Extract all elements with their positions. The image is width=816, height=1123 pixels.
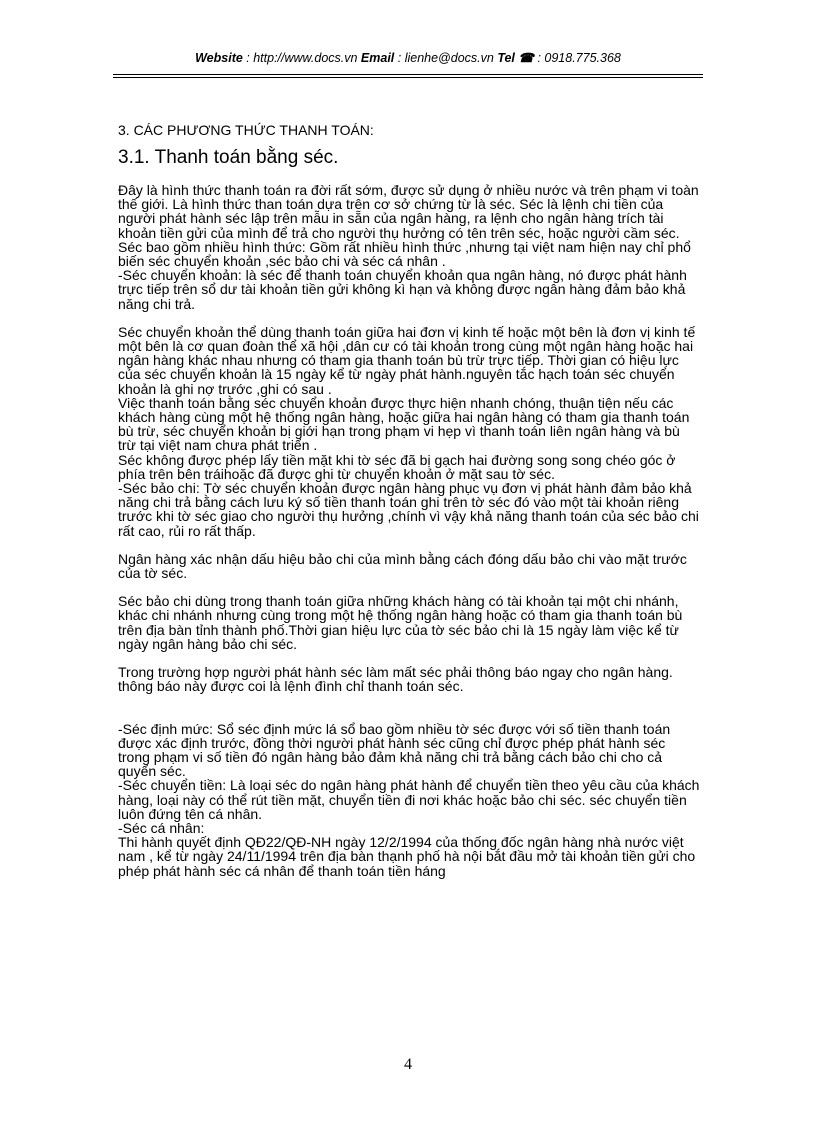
paragraph: -Séc chuyển tiền: Là loại séc do ngân hàng phát hành để chuyển tiền theo yêu cầu của khách hàng, loại này có thể rút tiền mặt, chuyển tiền đi nơi khác hoặc bảo chi séc. séc chuyển tiền luôn đứng tên cá nhân. [118, 777, 700, 822]
section-title: 3. CÁC PHƯƠNG THỨC THANH TOÁN: [118, 122, 374, 138]
subsection-title: 3.1. Thanh toán bằng séc. [118, 147, 339, 168]
page-number: 4 [404, 1056, 412, 1073]
paragraph: Trong trường hợp người phát hành séc làm mất séc phải thông báo ngay cho ngân hàng. thông báo này được coi là lệnh đình chỉ thanh toán séc. [118, 664, 673, 695]
header-rule-top [113, 74, 703, 75]
website-label: Website [195, 51, 243, 65]
paragraph: -Séc cá nhân: [118, 819, 205, 836]
header-rule-bottom [113, 77, 703, 78]
paragraph: Séc bảo chi dùng trong thanh toán giữa những khách hàng có tài khoản tại một chi nhánh, khác chi nhánh nhưng cùng trong một hệ thống ngân hàng hoặc có tham gia thanh toán bù trên địa bàn tỉnh thành phố.Thời gian hiệu lực của tờ séc bảo chi là 15 ngày làm việc kể từ ngày ngân hàng bảo chi séc. [118, 593, 683, 652]
paragraph: Ngân hàng xác nhận dấu hiệu bảo chi của mình bằng cách đóng dấu bảo chi vào mặt trước của tờ séc. [118, 550, 687, 582]
paragraph: -Séc định mức: Sổ séc định mức lá sổ bao gồm nhiều tờ séc được với số tiền thanh toán được xác định trước, đồng thời người phát hành séc cũng chỉ được phép phát hành séc trong phạm vi số tiền đó ngân hàng bảo đảm khả năng chi trả bằng cách bảo chi cho cả quyển séc. [118, 720, 671, 780]
paragraph: -Séc chuyển khoản: là séc để thanh toán chuyển khoản qua ngân hàng, nó được phát hành trực tiếp trên sổ dư tài khoản tiền gửi không kì hạn và không được ngân hàng đảm bảo khả năng chi trả. [118, 267, 687, 312]
paragraph: Séc bao gồm nhiều hình thức: Gồm rất nhiều hình thức ,nhưng tại việt nam hiện nay chỉ phổ biến séc chuyển khoản ,séc bảo chi và séc cá nhân . [118, 238, 691, 270]
paragraph: Séc không được phép lấy tiền mặt khi tờ séc đã bị gạch hai đường song song chéo góc ở phía trên bên tráihoặc đã được ghi từ chuyển khoản ở mặt sau tờ séc. [118, 451, 676, 482]
tel-value: : 0918.775.368 [533, 51, 621, 65]
paragraph: Thi hành quyết định QĐ22/QĐ-NH ngày 12/2/1994 của thống đốc ngân hàng nhà nước việt nam , kể từ ngày 24/11/1994 trên địa bàn thạnh phố hà nội bắt đầu mở tài khoản tiền gửi cho phép phát hành séc cá nhân để thanh toán tiền háng [118, 834, 696, 879]
paragraph: Đây là hình thức thanh toán ra đời rất sớm, được sử dụng ở nhiều nước và trên phạm vi toàn thế giới. Là hình thức than toán dựa trên cơ sở chứng từ là séc. Séc là lệnh chi tiền của người phát hành séc lập trên mẫu in sẵn của ngân hàng, ra lệnh cho ngân hàng trích tài khoản tiền gửi của mình để trả cho người thụ hưởng có tên trên séc, hoặc người cầm séc. [118, 182, 699, 241]
tel-label: Tel [497, 51, 515, 65]
website-value: : http://www.docs.vn [242, 51, 361, 65]
phone-icon: ☎ [518, 51, 534, 65]
page-header [0, 50, 816, 65]
paragraph: Séc chuyển khoản thể dùng thanh toán giữa hai đơn vị kinh tế hoặc một bên là đơn vị kinh tế một bên là cơ quan đoàn thể xã hội ,dân cư có tài khoản trong cùng một ngân hàng hoặc hai ngân hàng khác nhau nhưng có tham gia thanh toán bù trừ trực tiếp. Thời gian có hiệu lực của séc chuyển khoản là 15 ngày kể từ ngày phát hành.nguyên tắc hạch toán séc chuyển khoản là ghi nợ trước ,ghi có sau . [118, 323, 696, 397]
paragraph: Việc thanh toán bằng séc chuyển khoản được thực hiện nhanh chóng, thuận tiện nếu các khách hàng cùng một hệ thống ngân hàng, hoặc giữa hai ngân hàng có tham gia thanh toán bù trừ, séc chuyển khoản bị giới hạn trong phạm vi hẹp vì thanh toán liên ngân hàng và bù trừ tại việt nam chưa phát triển . [118, 394, 690, 454]
email-label: Email [360, 51, 395, 65]
document-body [118, 183, 700, 878]
paragraph: -Séc bảo chi: Tờ séc chuyển khoản được ngân hàng phục vụ đơn vị phát hành đảm bảo khả năng chi trả bằng cách lưu ký số tiền thanh toán ghi trên tờ séc đó vào một tài khoản riêng trước khi tờ séc giao cho người thụ hưởng ,chính vì vậy khả năng thanh toán của séc bảo chi rất cao, rủi ro rất thấp. [118, 480, 699, 539]
email-value: : lienhe@docs.vn [394, 51, 498, 65]
